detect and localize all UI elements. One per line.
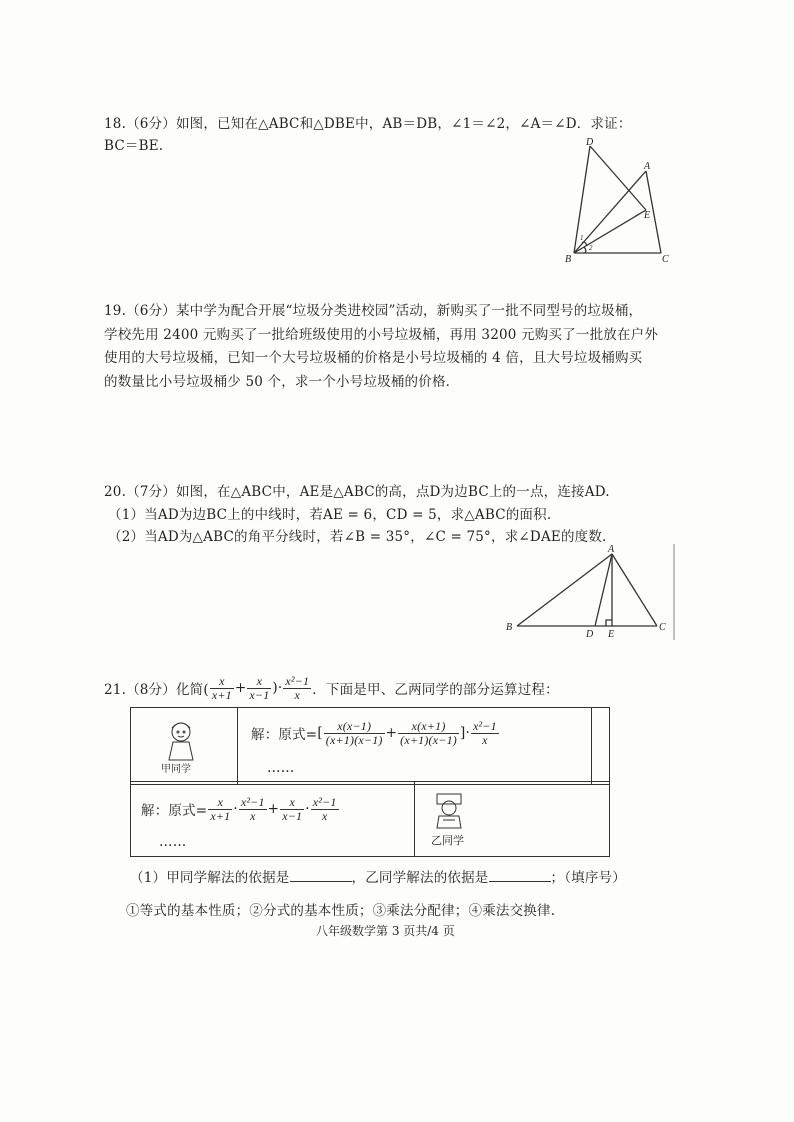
q19-line1: 19.（6分）某中学为配合开展“垃圾分类进校园”活动，新购买了一批不同型号的垃圾桶， bbox=[104, 303, 643, 319]
q18-label-A: A bbox=[644, 161, 651, 172]
yi-student-icon bbox=[429, 790, 469, 830]
q20-label-C: C bbox=[659, 622, 666, 633]
q20-label-E: E bbox=[608, 629, 615, 640]
jia-table-row bbox=[130, 707, 610, 785]
q21-head-prefix: 21.（8分）化简( bbox=[104, 682, 209, 698]
jia-ellipsis: …… bbox=[267, 760, 295, 776]
jia-solution: 解：原式= [ $\frac{x(x-1)}{(x+1)(x-1)}$ + $\frac{x(x+1)}{(x+1)(x-1)}$ ]· $\frac{\text{x²−1}}{x}$ bbox=[251, 718, 497, 747]
page-footer: 八年级数学第 3 页共/4 页 bbox=[316, 924, 455, 938]
q20-line3: （2）当AD为△ABC的角平分线时，若∠B = 35°，∠C = 75°，求∠DAE的度数. bbox=[108, 529, 607, 545]
q20-line1: 20.（7分）如图，在△ABC中，AE是△ABC的高，点D为边BC上的一点，连接AD. bbox=[104, 484, 610, 500]
yi-solution: 解：原式= $\frac{x}{x+1}$ · $\frac{\text{x²−1}}{x}$ + $\frac{x}{x-1}$ · $\frac{\text{x²−1}}{x}$ bbox=[141, 794, 337, 823]
answer-blank-jia[interactable] bbox=[290, 869, 352, 882]
jia-label: 甲同学 bbox=[161, 764, 191, 775]
q18-label-B: B bbox=[565, 254, 572, 265]
q19-line2: 学校先用 2400 元购买了一批给班级使用的小号垃圾桶，再用 3200 元购买了一批放在户外 bbox=[104, 327, 659, 343]
answer-blank-yi[interactable] bbox=[489, 869, 551, 882]
q18-label-2: 2 bbox=[589, 244, 593, 252]
q19-line3: 使用的大号垃圾桶，已知一个大号垃圾桶的价格是小号垃圾桶的 4 倍，且大号垃圾桶购买 bbox=[104, 350, 643, 366]
q20-label-A: A bbox=[608, 544, 615, 555]
q18-label-D: D bbox=[586, 137, 594, 148]
q21-heading: 21.（8分）化简( $\frac{x}{x+1}$ + $\frac{x}{x-1}$ )· $\frac{\text{x²−1}}{x}$ ．下面是甲、乙两同学的部分运算过程： bbox=[104, 673, 559, 702]
q19-line4: 的数量比小号垃圾桶少 50 个，求一个小号垃圾桶的价格． bbox=[104, 374, 460, 390]
yi-label: 乙同学 bbox=[431, 834, 464, 847]
q18-label-1: 1 bbox=[580, 234, 584, 242]
q18-label-E: E bbox=[644, 210, 651, 221]
q20-label-D: D bbox=[586, 629, 594, 640]
q18-line2: BC＝BE. bbox=[104, 138, 164, 154]
q20-label-B: B bbox=[506, 622, 513, 633]
q21-options: ①等式的基本性质；②分式的基本性质；③乘法分配律；④乘法交换律. bbox=[126, 903, 556, 919]
q18-line1: 18.（6分）如图，已知在△ABC和△DBE中，AB＝DB，∠1＝∠2，∠A＝∠D．求证： bbox=[104, 116, 632, 132]
yi-table-row bbox=[130, 781, 610, 857]
q18-label-C: C bbox=[662, 254, 669, 265]
q20-figure bbox=[502, 542, 677, 642]
q21-part1: （1）甲同学解法的依据是 ，乙同学解法的依据是 ；（填序号） bbox=[130, 870, 626, 886]
yi-ellipsis: …… bbox=[159, 834, 187, 850]
q18-figure bbox=[560, 136, 680, 266]
jia-student-icon bbox=[161, 718, 201, 764]
q20-line2: （1）当AD为边BC上的中线时，若AE = 6，CD = 5，求△ABC的面积. bbox=[108, 507, 552, 523]
